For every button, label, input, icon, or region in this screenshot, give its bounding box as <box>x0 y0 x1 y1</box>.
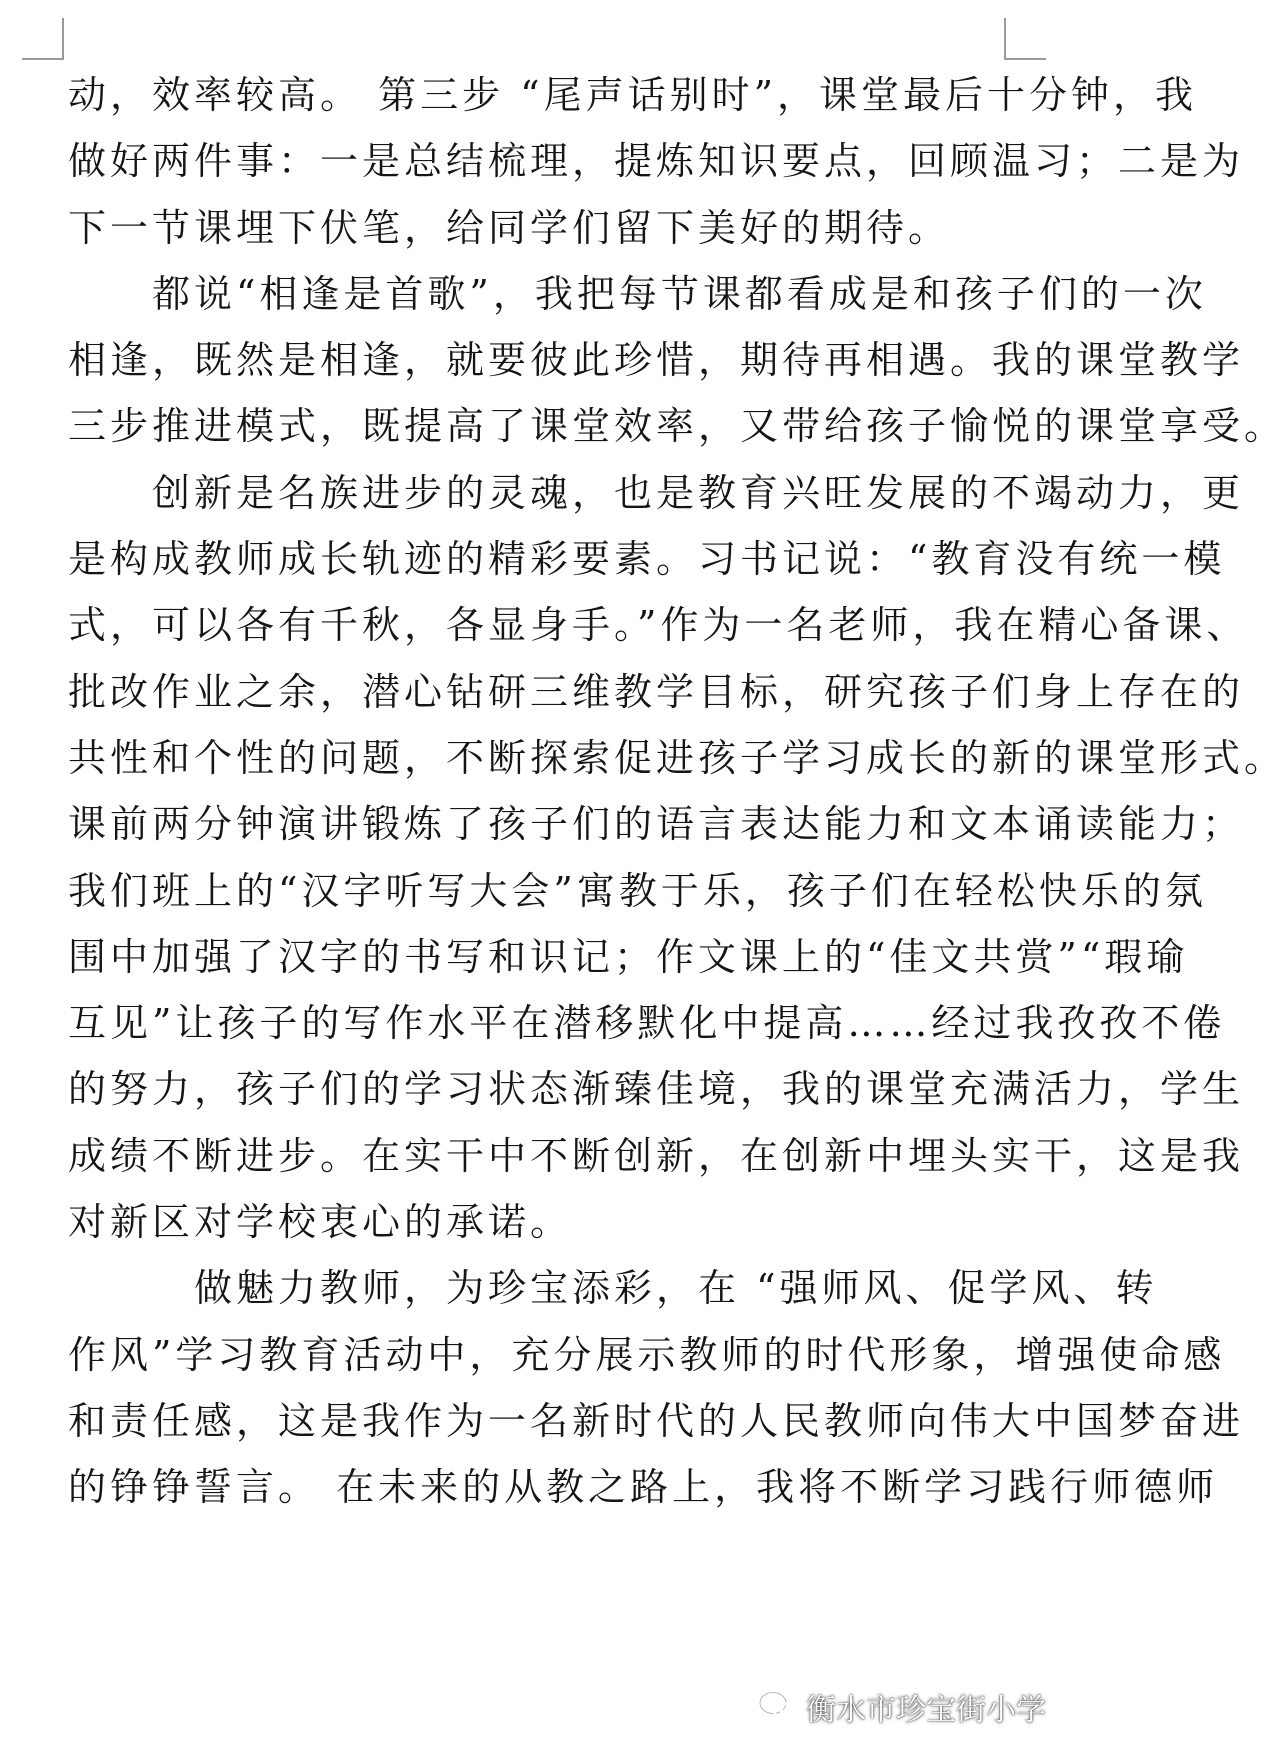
watermark-text: 衡水市珍宝街小学 <box>806 1693 1046 1728</box>
text-line: 的铮铮誓言。 在未来的从教之路上，我将不断学习践行师德师 <box>68 1465 1219 1510</box>
text-line: 下一节课埋下伏笔，给同学们留下美好的期待。 <box>68 205 951 250</box>
text-line: 相逢，既然是相逢，就要彼此珍惜，期待再相遇。我的课堂教学 <box>68 338 1245 383</box>
text-line: 成绩不断进步。在实干中不断创新，在创新中埋头实干，这是我 <box>68 1133 1245 1178</box>
text-line: 课前两分钟演讲锻炼了孩子们的语言表达能力和文本诵读能力； <box>68 802 1245 847</box>
text-line: 动，效率较高。 第三步 “尾声话别时”，课堂最后十分钟，我 <box>68 73 1198 117</box>
text-line: 和责任感，这是我作为一名新时代的人民教师向伟大中国梦奋进 <box>68 1398 1245 1443</box>
text-line: 是构成教师成长轨迹的精彩要素。习书记说：“教育没有统一模 <box>68 537 1226 582</box>
document-body <box>68 62 1286 1521</box>
wechat-icon <box>758 1690 798 1724</box>
text-line: 的努力，孩子们的学习状态渐臻佳境，我的课堂充满活力，学生 <box>68 1067 1245 1112</box>
text-line: 三步推进模式，既提高了课堂效率，又带给孩子愉悦的课堂享受。 <box>68 404 1286 449</box>
text-line: 批改作业之余，潜心钻研三维教学目标，研究孩子们身上存在的 <box>68 669 1245 714</box>
text-line: 做好两件事：一是总结梳理，提炼知识要点，回顾温习；二是为 <box>68 139 1245 184</box>
text-line: 围中加强了汉字的书写和识记；作文课上的“佳文共赏”“瑕瑜 <box>68 934 1189 979</box>
crop-mark-top-right-v <box>1004 18 1006 60</box>
text-line: 共性和个性的问题，不断探索促进孩子学习成长的新的课堂形式。 <box>68 735 1286 780</box>
watermark <box>758 1685 1046 1729</box>
text-line: 式，可以各有千秋，各显身手。”作为一名老师，我在精心备课、 <box>68 603 1249 648</box>
text-line: 都说“相逢是首歌”，我把每节课都看成是和孩子们的一次 <box>68 271 1207 316</box>
text-line: 创新是名族进步的灵魂，也是教育兴旺发展的不竭动力，更 <box>68 470 1245 515</box>
text-line: 作风”学习教育活动中，充分展示教师的时代形象，增强使命感 <box>68 1332 1226 1377</box>
crop-mark-top-left-v <box>62 18 64 60</box>
text-line: 做魅力教师，为珍宝添彩，在 “强师风、促学风、转 <box>68 1266 1158 1311</box>
crop-mark-top-left-h <box>22 58 62 60</box>
text-line: 对新区对学校衷心的承诺。 <box>68 1200 573 1245</box>
text-line: 我们班上的“汉字听写大会”寓教于乐，孩子们在轻松快乐的氛 <box>68 868 1207 913</box>
text-line: 互见”让孩子的写作水平在潜移默化中提高……经过我孜孜不倦 <box>68 1001 1226 1046</box>
crop-mark-top-right-h <box>1006 58 1046 60</box>
